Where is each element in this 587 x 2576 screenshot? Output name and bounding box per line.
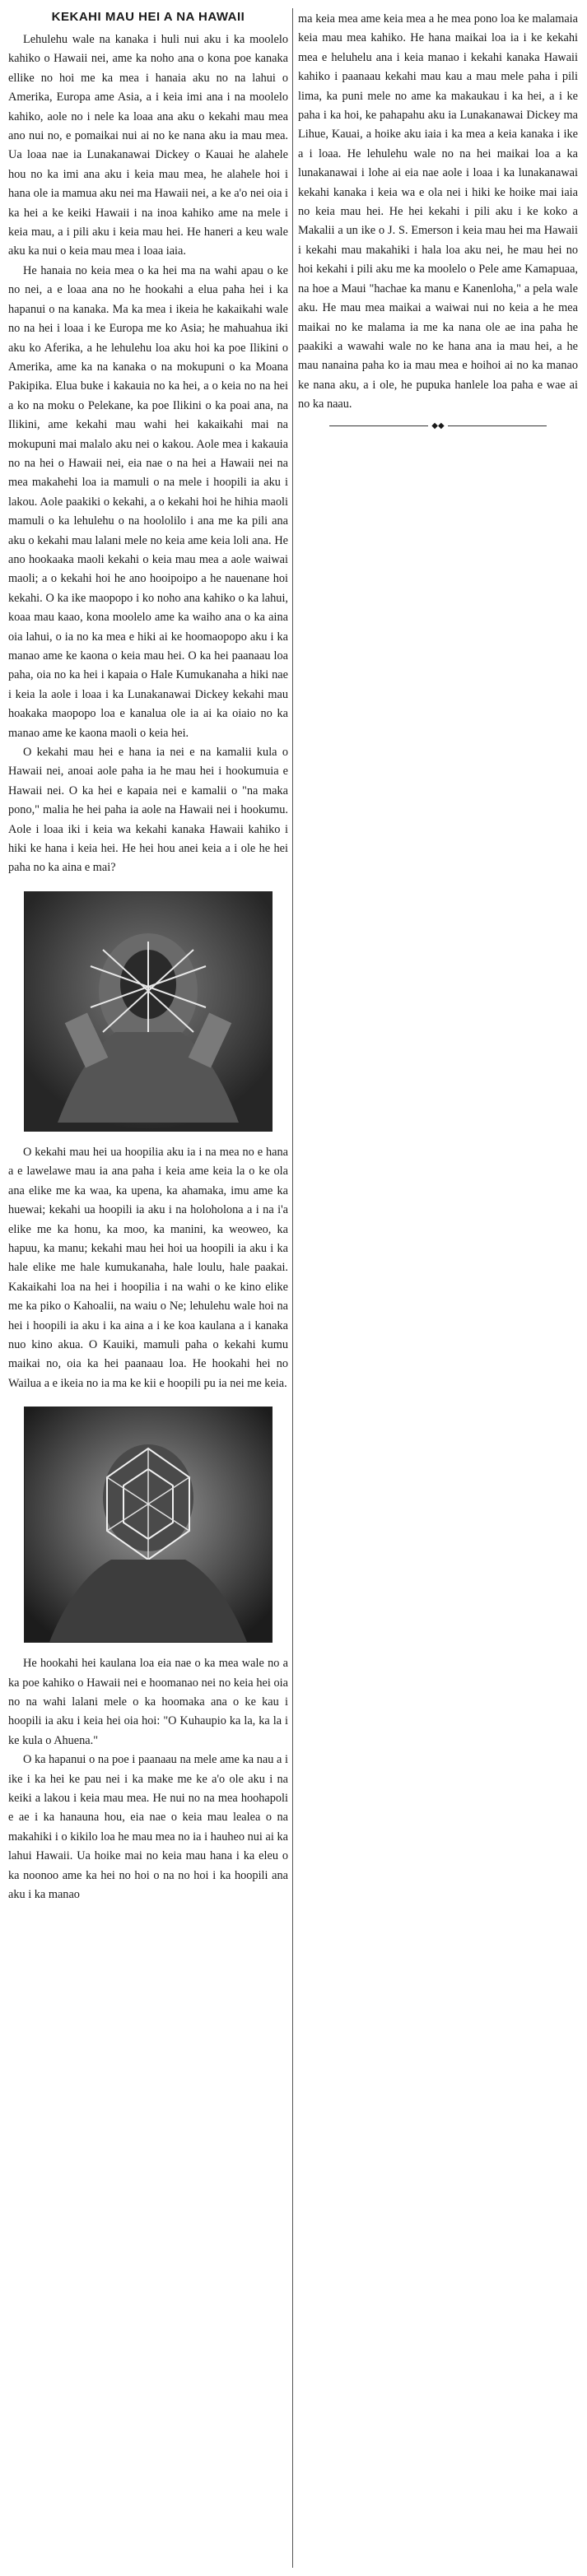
column-divider — [292, 8, 293, 2568]
paragraph: He hanaia no keia mea o ka hei ma na wahi apau o ke no nei, a e loaa ana no he hookahi a elua paha hei i ka hapanui o na kanaka. Ma ka mea i ikeia he kakaikahi wale no na hei i loaa i ke Europa me ko Asia; he mahuahua iki aku ko Aferika, a he lehulehu loa aku hoi ka poe Ilikini o Amerika, ame ka na kanaka o na mokupuni o ka Moana Pakipika. Elua buke i kakauia no ka hei, a o keia no na hei a ko na moku o Pelekane, ka poe Ilikini o ka poai ana, na Ilikini, ame kekahi mau wahi hei kakaikahi mai na mokupuni mai malalo aku nei o kakou. Aole mea i kakauia no na hei o Hawaii nei, eia nae o na hei a Hawaii nei na mea makahehi loa ia mamuli o na mele i hoopili ia aku i lakou. Aole paakiki o kekahi, a o kekahi hoi he hihia maoli mamuli o ka lehulehu o na hoololilo i ana me ka pili ana aku o kekahi mau lalani mele no keia ame keia loli ana. He ano hookaaka maoli kekahi o keia mau mea a aole waiwai maoli; a o kekahi hoi he ano hooipoipo a he nauenane hoi kekahi. O ka ike maopopo i ko noho ana kahiko o ka lahui, koaa mau kaao, kona moolelo ame ka waiho ana o ka aina oia lahui, o ia no ka mea e hiki ai ke hoomaopopo aku i ka manao ame ke kaona o keia mau hei. O ka hei paanaau loa paha, oia no ka hei i kapaia o Hale Kumukanaha a hiki nae i keia la aole i loaa i ka Lunakanawai Dickey kekahi mau hoakaka maopopo loa e kanalua ole ia ai ka oiaio no ka manao ame ke kaona maoli o keia hei. — [8, 263, 288, 740]
photo-image — [25, 892, 272, 1131]
photo-image — [25, 1407, 272, 1642]
paragraph: ma keia mea ame keia mea a he mea pono loa ke malamaia keia mau mea kahiko. He hana maikai loa ia i ke kekahi mea e heluhelu ana i keia manao i kekahi kanaka Hawaii kahiko i paanaau kekahi mau kau a mau mele paha i pili lima, ka puni mele no ame ka makaukau i ka hei, a i ke paha i ka hoi, ke pahapahu aku ia Lunakanawai Dickey ma Lihue, Kauai, a hoike aku iaia i ka mea a keia kanaka i ike a i loaa. He lehulehu wale no na hei maikai loa a ka lunakanawai i lohe ai eia nae aole i loaa i ka lunakanawai kekahi kanaka i keia wa e ola nei i hiki ke hoike mai iaia no keia mau hei. He hei kekahi i pili aku i ke koko a Makalii a un ike o J. S. Emerson i keia mau hei ma Hawaii i kekahi mau makahiki i hala loa aku nei, he mau hei no hoi kekahi i pili aku me ka moolelo o Pele ame Kamapuaa, na hoe a Maui "hachae ka manu e Kanenloha," a pela wale aku. He mau mea maikai a waiwai nui no keia a he mea maikai no ke malama ia me ka nana ole ae ina paha he paakiki a wawahi wale no ke hana ana ia mau hei, a he mau nanaina paha ko ia mau mea e hoihoi ai no ka manao ke nana aku, a i ole, he pupuka hanlele loa paha e wae ai no ka naau. — [298, 12, 578, 412]
paragraph: He hookahi hei kaulana loa eia nae o ka mea wale no a ka poe kahiko o Hawaii nei e hoomanao nei no keia hei oia no na wahi lalani mele o ka hoomaka ana o ke kau i hoopili ia aku i keia hei oia hoi: "O Kuhaupio ka la, ka la i ke kula o Ahuena." — [8, 1657, 288, 1747]
end-of-article-rule — [298, 421, 578, 430]
rule-line — [448, 425, 547, 426]
string-figure-photo-2 — [24, 1407, 273, 1643]
string-figure-photo-1 — [24, 891, 273, 1132]
ornament: ◆◆ — [431, 421, 445, 430]
left-column — [8, 10, 288, 1904]
paragraph: O kekahi mau hei ua hoopilia aku ia i na mea no e hana a e lawelawe mau ia ana paha i keia ame keia la o ke ola ana elike me ka waa, ka upena, ka ahamaka, imu ame ka huewai; kekahi ua hoopili ia aku i na holoholona a i na i'a elike me ka honu, ka moo, ka manini, ka weoweo, ka hapuu, ka manu; kekahi mau hei hoi ua hoopili ia aku i ka hale elike me hale kumukanaha, hale loulu, hale paakai. Kakaikahi loa na hei i hoopilia i na wahi o ke kino elike me ka piko o Kahoalii, na waiu o Ne; lehulehu wale hoi na hei i hoopili ia aku i ka aina a i ke koa kaulana a i kanaka nuo kino akua. O Kauiki, mamuli paha o kekahi kumu maikai no, oia ka hei paanaau loa. He hookahi hei no Wailua a e ikeia no ia ma ke kii e hoopili pu ia nei me keia. — [8, 1145, 288, 1390]
paragraph: O ka hapanui o na poe i paanaau na mele ame ka nau a i ike i ka hei ke pau nei i ka make me ke a'o ole aku i na keiki a lakou i keia mau mea. He nui no na mea hoohapoli e ae i ka hanauna hou, eia nae o keia mau lealea o na makahiki i o kikilo loa he mau mea no ia i hauheo nui ai ka lahui Hawaii. Ua hoike mai no keia mau hana i ka eleu o ka noonoo ame ka hei no hoi o na no hoi i ka hoopili ana aku i ka manao — [8, 1753, 288, 1902]
rule-line — [329, 425, 428, 426]
right-column — [298, 10, 578, 430]
paragraph: Lehulehu wale na kanaka i huli nui aku i ka moolelo kahiko o Hawaii nei, ame ka noho ana o kona poe kanaka ellike no hoi me ka mea i hanaia aku no na lahui o Amerika, Europa ame Asia, a i keia imi ana i na moolelo kahiko, aole no i nele ka loaa ana aku o kekahi mau mea ano nui no, e pomaikai nui ai no ke nana aku ia mau mea. Ua loaa nae ia Lunakanawai Dickey o Kauai he alahele hou no ka imi ana aku i keia mau mea, he alahele hoi i hana ole ia mamua aku nei ma Hawaii nei, a ke a'o nei oia i ka hei a ke keiki Hawaii i na inoa kahiko ame na mele i keia mau, a i pili aku i keia mau hei. He haneri a keu wale aku ka nui o keia mau mea i loaa iaia. — [8, 33, 288, 258]
article-headline: KEKAHI MAU HEI A NA HAWAII — [51, 10, 245, 24]
paragraph: O kekahi mau hei e hana ia nei e na kamalii kula o Hawaii nei, anoai aole paha ia he mau hei i hookumuia e Hawaii nei. O ka hei e kapaia nei e kamalii o "na maka pono," malia he hei paha ia aole na Hawaii nei i hookumu. Aole i loaa iki i keia wa kekahi kanaka Hawaii kahiko i hiki ke hana i keia hei. He hei hou anei keia a i ole he hei paha no ka aina e mai? — [8, 746, 288, 875]
